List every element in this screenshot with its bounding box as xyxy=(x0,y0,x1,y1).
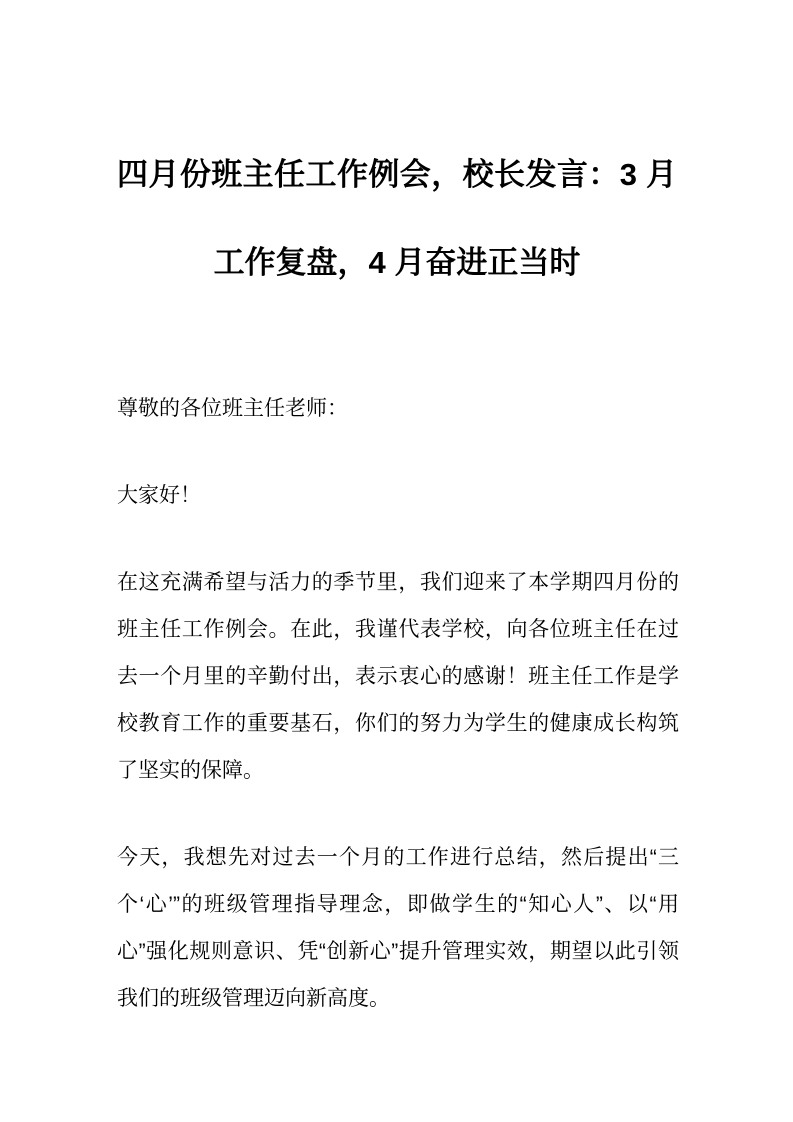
paragraph-salutation: 尊敬的各位班主任老师： xyxy=(117,397,348,420)
paragraph-greeting: 大家好！ xyxy=(117,484,201,507)
document-body xyxy=(117,385,679,1022)
page-title-text: 四月份班主任工作例会，校长发言：3 月工作复盘，4 月奋进正当时 xyxy=(117,157,677,280)
paragraph-opening-thanks: 在这充满希望与活力的季节里，我们迎来了本学期四月份的班主任工作例会。在此，我谨代表学校，向各位班主任在过去一个月里的辛勤付出，表示衷心的感谢！班主任工作是学校教育工作的重要基石，你们的努力为学生的健康成长构筑了坚实的保障。 xyxy=(117,571,679,782)
page-title xyxy=(117,131,677,307)
paragraph-three-hearts-concept: 今天，我想先对过去一个月的工作进行总结，然后提出“三个‘心’”的班级管理指导理念，即做学生的“知心人”、以“用心”强化规则意识、凭“创新心”提升管理实效，期望以此引领我们的班级管理迈向新高度。 xyxy=(117,846,679,1010)
